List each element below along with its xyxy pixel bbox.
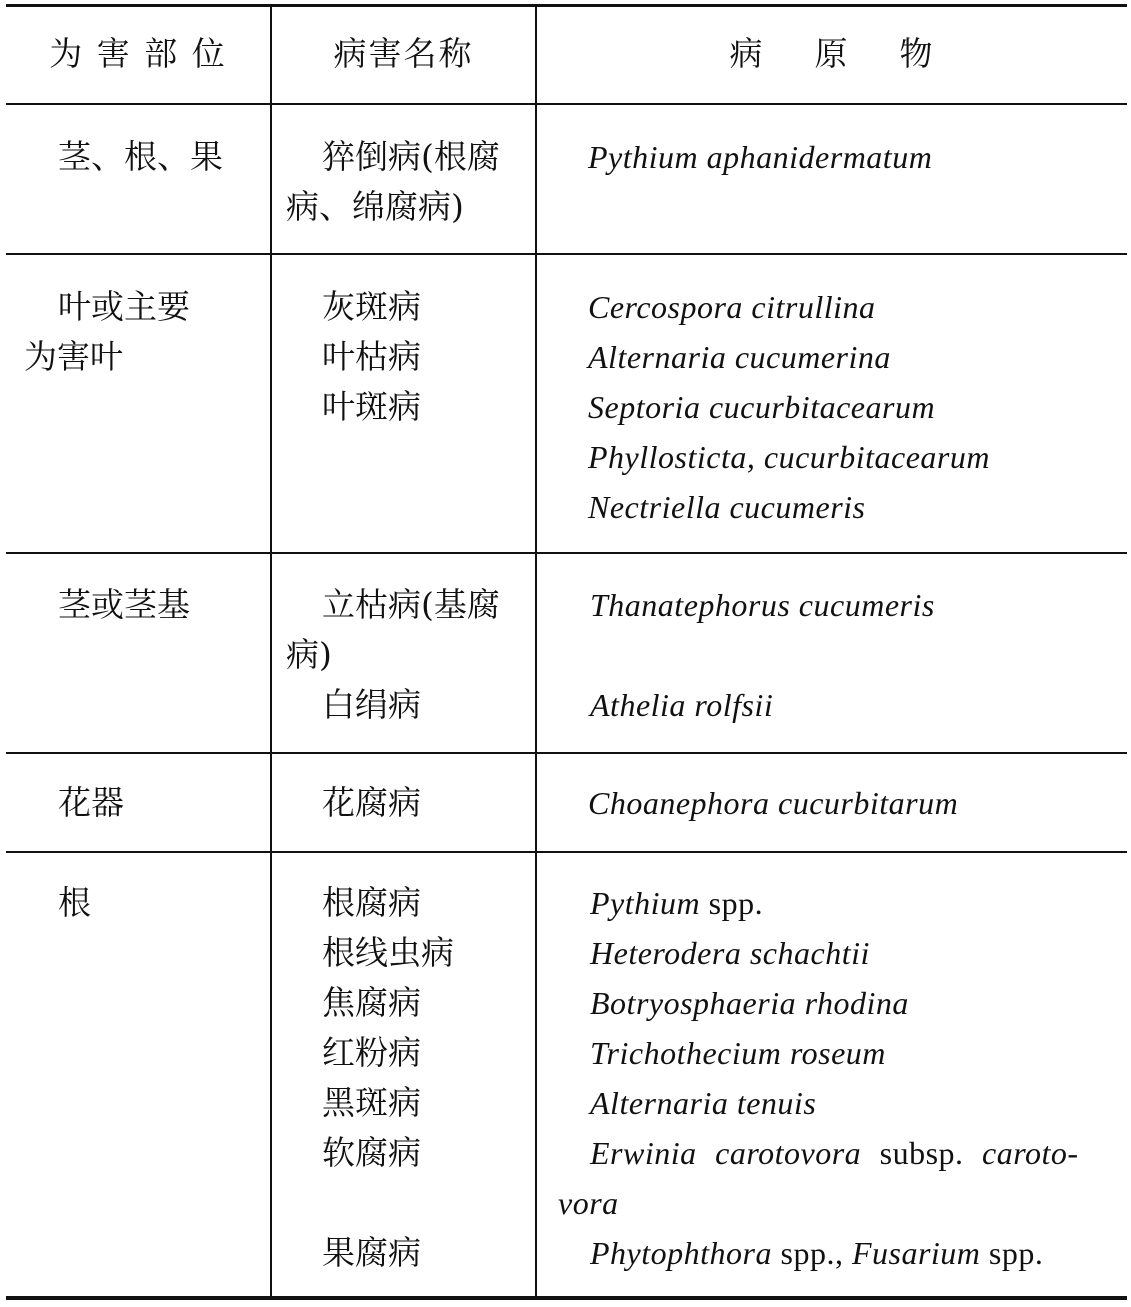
part-line: 叶或主要 [58,287,190,326]
bottom-rule [6,1296,1127,1300]
disease-line: 根腐病 [322,883,421,922]
row-divider [6,851,1127,853]
pathogen-name: Phyllosticta, cucurbitacearum [588,439,990,475]
part-line: 为害叶 [24,337,123,376]
disease-cell [322,778,421,828]
disease-line: 黑斑病 [322,1083,421,1122]
pathogen-line [590,580,935,630]
column-divider [535,4,537,1299]
disease-line: 病、绵腐病) [286,187,464,226]
header-part: 为 害 部 位 [49,34,227,73]
pathogen-line [590,878,1079,928]
pathogen-line [590,928,1079,978]
disease-cell [322,878,454,1278]
pathogen-name: Pythium [590,885,701,921]
header-rule [6,103,1127,105]
pathogen-line [588,132,932,182]
part-cell [58,778,124,828]
pathogen-qualifier: spp., [771,1235,852,1271]
pathogen-cell [588,132,932,182]
pathogen-line [588,332,990,382]
disease-line: 立枯病(基腐 [322,585,500,624]
pathogen-cell [588,778,958,828]
pathogen-name: Nectriella cucumeris [588,489,866,525]
pathogen-name: Heterodera schachtii [590,935,870,971]
pathogen-name: Phytophthora [590,1235,772,1271]
pathogen-line [558,1178,1079,1228]
part-line: 茎、根、果 [58,137,223,176]
pathogen-line [590,1078,1079,1128]
part-cell [24,282,190,382]
pathogen-cell [558,878,1079,1278]
pathogen-name: Alternaria tenuis [590,1085,817,1121]
pathogen-name: caroto- [982,1135,1079,1171]
row-divider [6,552,1127,554]
pathogen-line [588,778,958,828]
disease-line: 灰斑病 [322,287,421,326]
part-line: 根 [58,883,91,922]
disease-cell [286,580,531,730]
pathogen-line [588,432,990,482]
part-cell [58,580,190,630]
disease-line: 红粉病 [322,1033,421,1072]
part-cell [58,132,223,182]
pathogen-name: vora [558,1185,619,1221]
pathogen-cell [590,580,935,730]
disease-line: 花腐病 [322,783,421,822]
disease-line: 果腐病 [322,1233,421,1272]
disease-line: 猝倒病(根腐 [322,137,500,176]
pathogen-line [590,1128,1079,1178]
disease-table [6,4,1127,1301]
column-divider [270,4,272,1299]
pathogen-line [590,1028,1079,1078]
pathogen-name: Thanatephorus cucumeris [590,587,935,623]
top-rule [6,4,1127,7]
part-cell [58,878,91,928]
pathogen-name: Septoria cucurbitacearum [588,389,936,425]
disease-cell [322,282,421,432]
disease-line: 病) [286,635,332,674]
row-divider [6,253,1127,255]
disease-line: 叶斑病 [322,387,421,426]
disease-line: 焦腐病 [322,983,421,1022]
pathogen-qualifier: spp. [700,885,764,921]
pathogen-line [590,680,935,730]
pathogen-line [590,630,935,680]
header-pathogen: 病 原 物 [729,34,935,73]
pathogen-name: Erwinia carotovora [590,1135,862,1171]
row-divider [6,752,1127,754]
pathogen-name: Pythium aphanidermatum [588,139,933,175]
part-line: 花器 [58,783,124,822]
disease-line [322,1178,454,1228]
pathogen-name: Athelia rolfsii [590,687,774,723]
disease-line: 白绢病 [322,685,421,724]
disease-line: 根线虫病 [322,933,454,972]
pathogen-line [588,382,990,432]
pathogen-line [588,482,990,532]
pathogen-line [588,282,990,332]
pathogen-name: Alternaria cucumerina [588,339,891,375]
pathogen-name: Fusarium [851,1235,981,1271]
pathogen-name: Trichothecium roseum [590,1035,886,1071]
pathogen-cell [588,282,990,532]
part-line: 茎或茎基 [58,585,190,624]
pathogen-name: Choanephora cucurbitarum [588,785,959,821]
pathogen-name: Botryosphaeria rhodina [590,985,909,1021]
pathogen-line [590,978,1079,1028]
pathogen-line [590,1228,1079,1278]
pathogen-qualifier: subsp. [861,1135,983,1171]
disease-line: 叶枯病 [322,337,421,376]
pathogen-name: Cercospora citrullina [588,289,876,325]
pathogen-qualifier: spp. [980,1235,1044,1271]
header-disease: 病害名称 [333,34,474,73]
disease-cell [286,132,531,232]
disease-line: 软腐病 [322,1133,421,1172]
